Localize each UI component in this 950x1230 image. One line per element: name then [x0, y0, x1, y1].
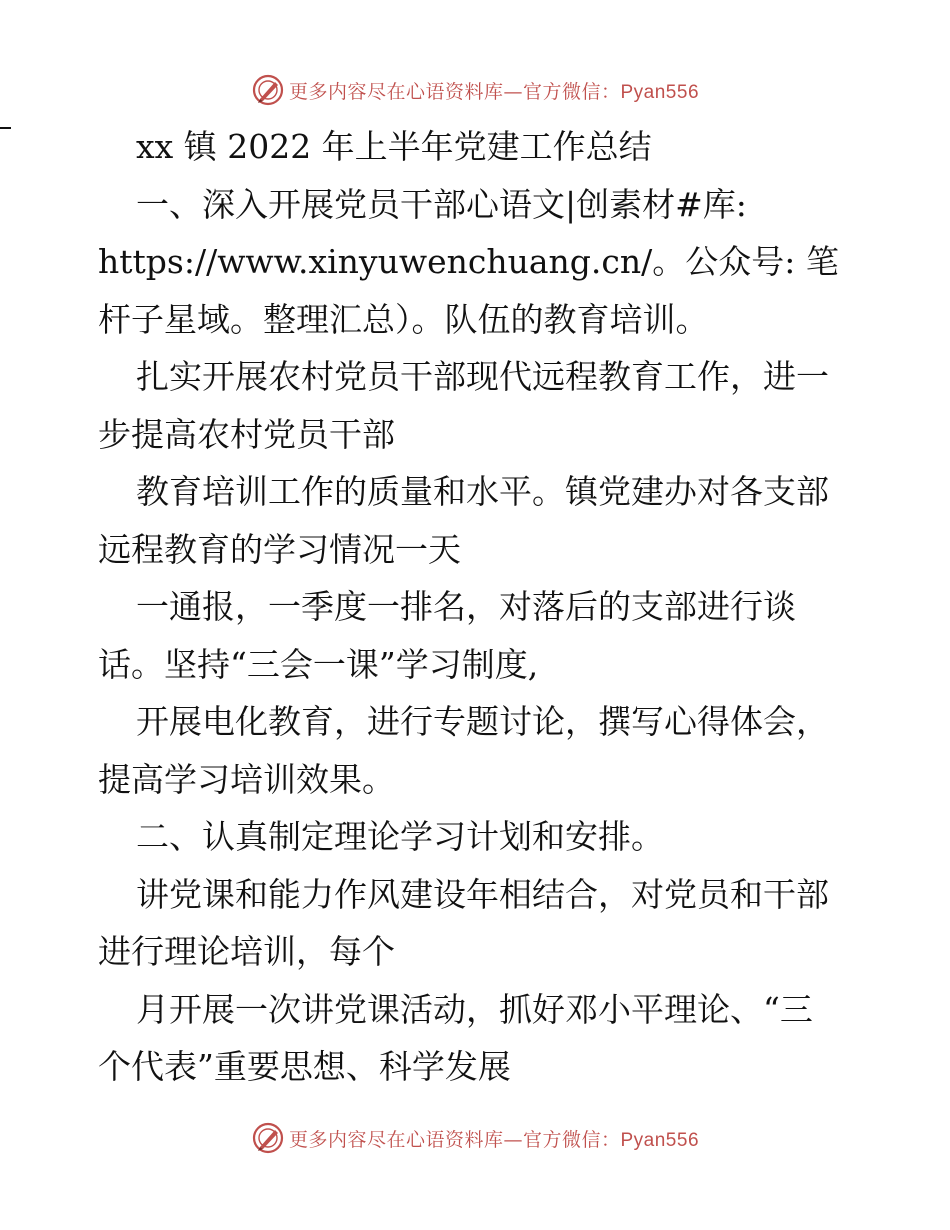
paragraph-line: 扎实开展农村党员干部现代远程教育工作，进一 — [136, 357, 829, 396]
paragraph-line: 话。坚持“三会一课”学习制度, — [98, 644, 539, 684]
paragraph-line: https://www.xinyuwenchuang.cn/。公众号: 笔 — [98, 242, 839, 281]
header-wechat-id: Pyan556 — [620, 81, 700, 103]
section-heading-1: 一、深入开展党员干部心语文|创素材#库: — [136, 184, 747, 224]
footer-banner-text: 更多内容尽在心语资料库—官方微信：Pyan556 — [288, 1128, 700, 1151]
paragraph-line: 进行理论培训，每个 — [98, 932, 395, 971]
header-banner-text: 更多内容尽在心语资料库—官方微信：Pyan556 — [288, 80, 700, 103]
paragraph-line: 一通报，一季度一排名，对落后的支部进行谈 — [136, 587, 796, 626]
header-banner — [0, 70, 950, 110]
paragraph-line: 步提高农村党员干部 — [98, 414, 395, 454]
section-heading-2: 二、认真制定理论学习计划和安排。 — [136, 817, 664, 856]
paragraph-line: 讲党课和能力作风建设年相结合，对党员和干部 — [136, 874, 829, 914]
margin-mark — [0, 127, 11, 129]
footer-banner — [0, 1118, 950, 1158]
paragraph-line: 月开展一次讲党课活动，抓好邓小平理论、“三 — [136, 989, 813, 1029]
paragraph-line: 个代表”重要思想、科学发展 — [98, 1047, 511, 1086]
paragraph-line: 杆子星域。整理汇总）。队伍的教育培训。 — [98, 299, 709, 339]
paragraph-line: 教育培训工作的质量和水平。镇党建办对各支部 — [136, 472, 829, 511]
document-body — [98, 118, 858, 1096]
doc-title: xx 镇 2022 年上半年党建工作总结 — [136, 127, 652, 166]
paragraph-line: 提高学习培训效果。 — [98, 759, 395, 799]
paragraph-line: 开展电化教育，进行专题讨论，撰写心得体会， — [136, 702, 829, 741]
pen-logo-icon — [251, 73, 285, 107]
pen-logo-icon — [251, 1121, 285, 1155]
paragraph-line: 远程教育的学习情况一天 — [98, 529, 461, 569]
footer-wechat-id: Pyan556 — [620, 1129, 700, 1151]
